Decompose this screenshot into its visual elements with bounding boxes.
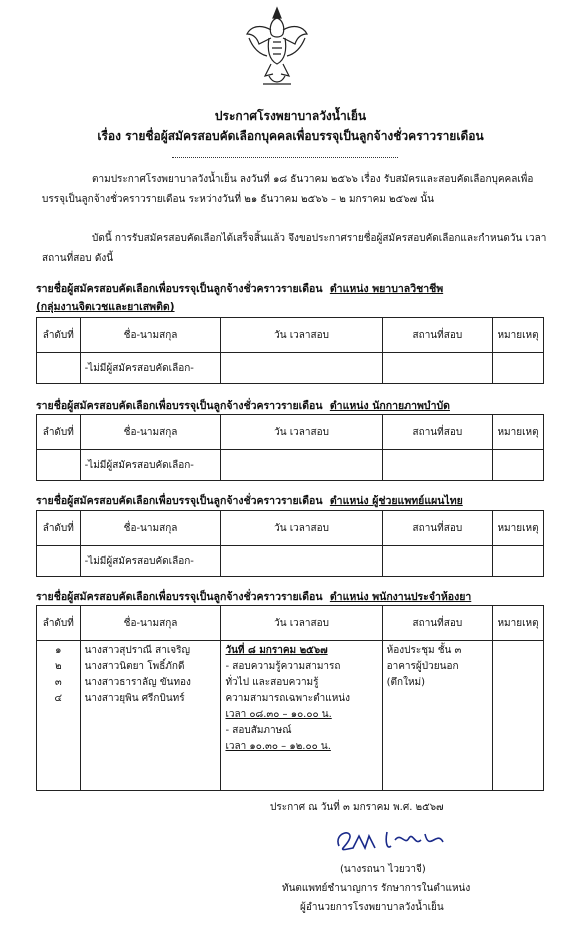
table-header-row: ลำดับที่ ชื่อ-นามสกุล วัน เวลาสอบ สถานที่สอบ หมายเหตุ [37, 511, 544, 546]
empty-notice: -ไม่มีผู้สมัครสอบคัดเลือก- [80, 546, 221, 577]
candidate-name: นางสาวสุปราณี สาเจริญ [84, 645, 191, 656]
candidate-name: นางสาวยุพิน ศรีกบินทร์ [84, 693, 185, 704]
candidate-table [36, 317, 544, 384]
section-heading: รายชื่อผู้สมัครสอบคัดเลือกเพื่อบรรจุเป็นลูกจ้างชั่วคราวรายเดือน ตำแหน่ง พยาบาลวิชาชีพ [36, 283, 444, 295]
empty-notice: -ไม่มีผู้สมัครสอบคัดเลือก- [80, 450, 221, 481]
signer-role: ทันตแพทย์ชำนาญการ รักษาการในตำแหน่ง [282, 883, 471, 894]
position-title: ตำแหน่ง นักกายภาพบำบัด [329, 400, 450, 412]
signer-name: (นางรถนา ไวยวาจี) [340, 864, 426, 875]
announcement-date: ประกาศ ณ วันที่ ๓ มกราคม พ.ศ. ๒๕๖๗ [270, 802, 444, 813]
candidate-name: นางสาวธาราลัญ ขันทอง [84, 677, 191, 688]
dotted-divider [172, 157, 398, 158]
intro-paragraph: ตามประกาศโรงพยาบาลวังน้ำเย็น ลงวันที่ ๑๘ ธันวาคม ๒๕๖๖ เรื่อง รับสมัครและสอบคัดเลือกบุคคลเพื่อบรรจุเป็นลูกจ้างชั่วคราวรายเดือน ระหว่างวันที่ ๒๑ ธันวาคม ๒๕๖๖ – ๒ มกราคม ๒๕๖๗ นั้น [42, 174, 534, 205]
section-heading: รายชื่อผู้สมัครสอบคัดเลือกเพื่อบรรจุเป็นลูกจ้างชั่วคราวรายเดือน ตำแหน่ง ผู้ช่วยแพทย์แผนไทย [36, 495, 463, 507]
exam-date: วันที่ ๘ มกราคม ๒๕๖๗ [225, 645, 328, 656]
candidate-table [36, 605, 544, 791]
table-header-row: ลำดับที่ ชื่อ-นามสกุล วัน เวลาสอบ สถานที่สอบ หมายเหตุ [37, 318, 544, 353]
exam-venue: ห้องประชุม ชั้น ๓ อาคารผู้ป่วยนอก (ตึกใหม่) [382, 641, 492, 791]
order-numbers: ๑ ๒ ๓ ๔ [37, 641, 81, 791]
section-subheading: (กลุ่มงานจิตเวชและยาเสพติด) [36, 301, 175, 313]
empty-notice: -ไม่มีผู้สมัครสอบคัดเลือก- [80, 353, 221, 384]
table-row [37, 353, 544, 384]
section-heading: รายชื่อผู้สมัครสอบคัดเลือกเพื่อบรรจุเป็นลูกจ้างชั่วคราวรายเดือน ตำแหน่ง นักกายภาพบำบัด [36, 400, 450, 412]
candidate-table [36, 510, 544, 577]
announcement-title: ประกาศโรงพยาบาลวังน้ำเย็น [214, 109, 367, 123]
candidate-table [36, 414, 544, 481]
interview-time: เวลา ๑๐.๓๐ – ๑๒.๐๐ น. [225, 741, 331, 752]
table-row [37, 450, 544, 481]
garuda-emblem [243, 4, 311, 90]
exam-time: เวลา ๐๘.๓๐ – ๑๐.๐๐ น. [225, 709, 332, 720]
table-row [37, 641, 544, 791]
table-row [37, 546, 544, 577]
position-title: ตำแหน่ง พยาบาลวิชาชีพ [329, 283, 444, 295]
signer-office: ผู้อำนวยการโรงพยาบาลวังน้ำเย็น [300, 902, 444, 913]
position-title: ตำแหน่ง ผู้ช่วยแพทย์แผนไทย [329, 495, 463, 507]
exam-schedule: วันที่ ๘ มกราคม ๒๕๖๗ - สอบความรู้ความสามารถ ทั่วไป และสอบความรู้ ความสามารถเฉพาะตำแหน่ง เวลา ๐๘.๓๐ – ๑๐.๐๐ น. - สอบสัมภาษณ์ เวลา ๑๐.๓๐ – ๑๒.๐๐ น. [221, 641, 382, 791]
position-title: ตำแหน่ง พนักงานประจำห้องยา [329, 591, 472, 603]
announcement-subject: เรื่อง รายชื่อผู้สมัครสอบคัดเลือกบุคคลเพื่อบรรจุเป็นลูกจ้างชั่วคราวรายเดือน [97, 129, 484, 143]
table-header-row: ลำดับที่ ชื่อ-นามสกุล วัน เวลาสอบ สถานที่สอบ หมายเหตุ [37, 415, 544, 450]
signature [325, 822, 465, 858]
candidate-names [80, 641, 221, 791]
table-header-row: ลำดับที่ ชื่อ-นามสกุล วัน เวลาสอบ สถานที่สอบ หมายเหตุ [37, 606, 544, 641]
candidate-name: นางสาวนิตยา โพธิ์ภักดี [84, 661, 185, 672]
notice-paragraph: บัดนี้ การรับสมัครสอบคัดเลือกได้เสร็จสิ้นแล้ว จึงขอประกาศรายชื่อผู้สมัครสอบคัดเลือกและกำหนดวัน เวลา สถานที่สอบ ดังนี้ [42, 233, 547, 264]
section-heading: รายชื่อผู้สมัครสอบคัดเลือกเพื่อบรรจุเป็นลูกจ้างชั่วคราวรายเดือน ตำแหน่ง พนักงานประจำห้องยา [36, 591, 472, 603]
